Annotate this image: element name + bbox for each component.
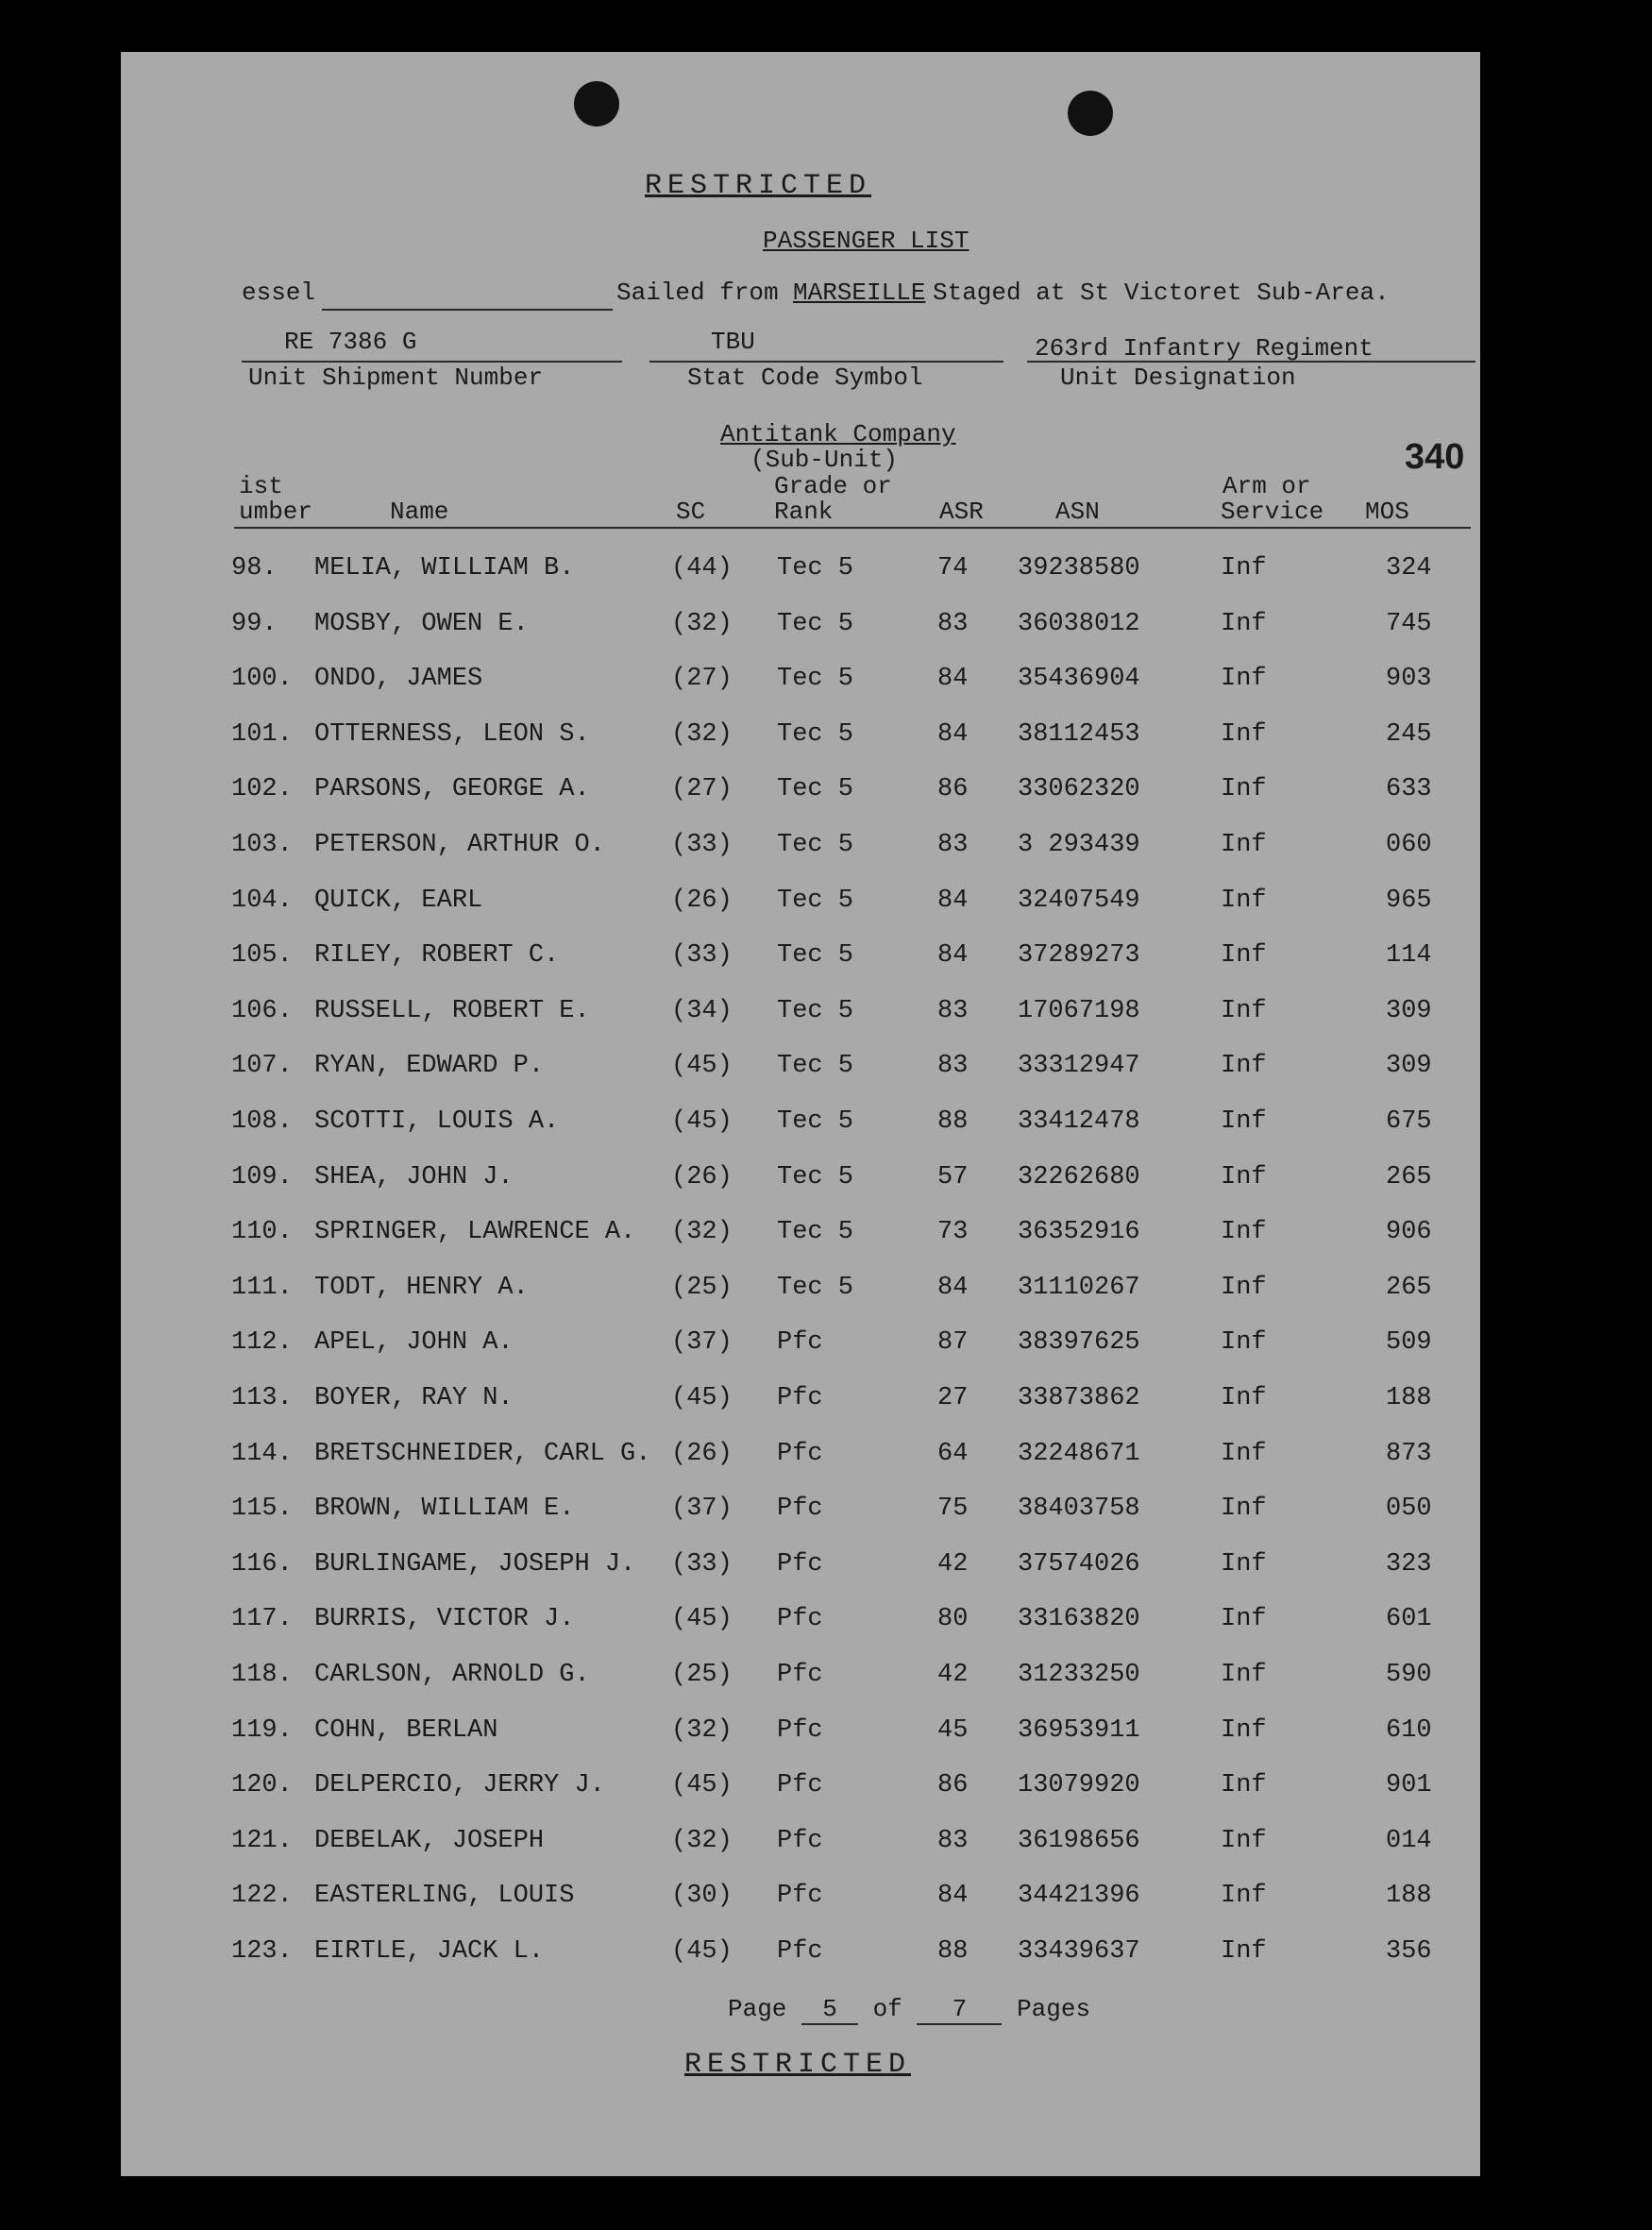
asr-value: 84 — [937, 1273, 969, 1302]
passenger-name: BOYER, RAY N. — [314, 1384, 514, 1412]
asn-value: 37289273 — [1018, 941, 1140, 971]
asr-value: 88 — [937, 1937, 969, 1966]
list-number: 105. — [231, 941, 293, 971]
arm-service: Inf — [1221, 1826, 1267, 1855]
grade-rank: Pfc — [777, 1715, 823, 1745]
sc-value: (32) — [671, 609, 733, 638]
grade-rank: Pfc — [777, 1937, 823, 1966]
mos-value: 745 — [1386, 609, 1432, 638]
sc-value: (32) — [671, 1715, 733, 1745]
table-row — [121, 1550, 1480, 1605]
mos-value: 014 — [1386, 1826, 1432, 1855]
table-row — [121, 1328, 1480, 1383]
asn-value: 32407549 — [1018, 886, 1140, 915]
vessel-line — [322, 309, 613, 311]
sc-value: (33) — [671, 831, 733, 859]
asn-value: 33312947 — [1018, 1052, 1140, 1081]
asr-value: 75 — [937, 1495, 969, 1524]
page-label: Page — [728, 1995, 787, 2023]
mos-value: 610 — [1386, 1715, 1432, 1745]
grade-rank: Tec 5 — [777, 609, 854, 638]
sc-value: (33) — [671, 941, 733, 971]
mos-value: 188 — [1386, 1384, 1432, 1412]
grade-rank: Pfc — [777, 1328, 823, 1358]
sc-value: (45) — [671, 1605, 733, 1634]
asn-value: 38403758 — [1018, 1495, 1140, 1524]
sub-unit-label: (Sub-Unit) — [750, 446, 899, 474]
page-value: 5 — [801, 1995, 858, 2025]
asr-value: 42 — [937, 1549, 969, 1579]
punch-hole-left — [574, 81, 619, 127]
arm-service: Inf — [1221, 775, 1267, 804]
grade-rank: Tec 5 — [777, 1273, 854, 1302]
sc-value: (45) — [671, 1107, 733, 1136]
mos-value: 265 — [1386, 1162, 1432, 1191]
mos-value: 050 — [1386, 1495, 1432, 1524]
arm-service: Inf — [1221, 719, 1267, 749]
list-number: 111. — [231, 1273, 293, 1302]
passenger-name: DELPERCIO, JERRY J. — [314, 1771, 605, 1800]
table-row — [121, 1827, 1480, 1882]
stat-line — [649, 361, 1003, 363]
table-row — [121, 1274, 1480, 1328]
list-number: 103. — [231, 831, 293, 859]
table-row — [121, 997, 1480, 1052]
mos-value: 590 — [1386, 1661, 1432, 1689]
asr-value: 83 — [937, 1826, 969, 1855]
unit-line — [1027, 361, 1475, 363]
asr-value: 83 — [937, 996, 969, 1025]
asn-value: 33062320 — [1018, 775, 1140, 804]
asr-value: 83 — [937, 609, 969, 638]
grade-rank: Pfc — [777, 1882, 823, 1911]
grade-rank: Tec 5 — [777, 1107, 854, 1136]
table-row — [121, 1440, 1480, 1495]
mos-value: 356 — [1386, 1937, 1432, 1966]
passenger-name: BRETSCHNEIDER, CARL G. — [314, 1439, 651, 1468]
asn-value: 32262680 — [1018, 1162, 1140, 1191]
grade-rank: Tec 5 — [777, 719, 854, 749]
table-row — [121, 1163, 1480, 1218]
asr-value: 84 — [937, 941, 969, 971]
col-asn: ASN — [1055, 498, 1100, 526]
mos-value: 060 — [1386, 831, 1432, 859]
asr-value: 88 — [937, 1107, 969, 1136]
mos-value: 114 — [1386, 941, 1432, 971]
passenger-name: RYAN, EDWARD P. — [314, 1052, 545, 1081]
col-asr: ASR — [939, 498, 984, 526]
asr-value: 86 — [937, 775, 969, 804]
sc-value: (32) — [671, 1826, 733, 1855]
sc-value: (32) — [671, 1218, 733, 1247]
mos-value: 901 — [1386, 1771, 1432, 1800]
asn-value: 32248671 — [1018, 1439, 1140, 1468]
grade-rank: Pfc — [777, 1605, 823, 1634]
table-row — [121, 610, 1480, 665]
arm-service: Inf — [1221, 1273, 1267, 1302]
passenger-name: COHN, BERLAN — [314, 1715, 498, 1745]
asn-value: 33439637 — [1018, 1937, 1140, 1966]
asn-value: 13079920 — [1018, 1771, 1140, 1800]
asn-value: 38112453 — [1018, 719, 1140, 749]
asn-value: 36352916 — [1018, 1218, 1140, 1247]
sc-value: (34) — [671, 996, 733, 1025]
asn-value: 31110267 — [1018, 1273, 1140, 1302]
document-page — [121, 52, 1480, 2176]
asr-value: 84 — [937, 665, 969, 694]
passenger-name: APEL, JOHN A. — [314, 1328, 514, 1358]
sc-value: (25) — [671, 1273, 733, 1302]
list-number: 113. — [231, 1384, 293, 1412]
sub-unit: Antitank Company — [720, 420, 956, 448]
restricted-header: RESTRICTED — [645, 170, 872, 202]
table-row — [121, 1716, 1480, 1771]
passenger-name: MOSBY, OWEN E. — [314, 609, 529, 638]
table-row — [121, 1882, 1480, 1936]
table-row — [121, 1052, 1480, 1107]
page-total: 7 — [917, 1995, 1002, 2025]
passenger-name: EIRTLE, JACK L. — [314, 1937, 545, 1966]
arm-service: Inf — [1221, 1661, 1267, 1689]
restricted-footer: RESTRICTED — [684, 2049, 912, 2081]
asn-value: 36198656 — [1018, 1826, 1140, 1855]
asr-value: 87 — [937, 1328, 969, 1358]
asr-value: 64 — [937, 1439, 969, 1468]
pages-label: Pages — [1017, 1995, 1091, 2023]
grade-rank: Tec 5 — [777, 886, 854, 915]
arm-service: Inf — [1221, 1052, 1267, 1081]
arm-service: Inf — [1221, 886, 1267, 915]
list-number: 121. — [231, 1826, 293, 1855]
table-row — [121, 1605, 1480, 1660]
shipment-line — [242, 361, 622, 363]
arm-service: Inf — [1221, 1328, 1267, 1358]
table-row — [121, 775, 1480, 830]
col-mos: MOS — [1365, 498, 1409, 526]
list-number: 114. — [231, 1439, 293, 1468]
sc-value: (25) — [671, 1661, 733, 1689]
list-number: 122. — [231, 1882, 293, 1911]
asr-value: 84 — [937, 1882, 969, 1911]
asn-value: 17067198 — [1018, 996, 1140, 1025]
asr-value: 80 — [937, 1605, 969, 1634]
table-row — [121, 1384, 1480, 1439]
grade-rank: Pfc — [777, 1439, 823, 1468]
asn-value: 33163820 — [1018, 1605, 1140, 1634]
asr-value: 73 — [937, 1218, 969, 1247]
asr-value: 84 — [937, 886, 969, 915]
grade-rank: Tec 5 — [777, 665, 854, 694]
list-number: 106. — [231, 996, 293, 1025]
arm-service: Inf — [1221, 1771, 1267, 1800]
sc-value: (26) — [671, 1439, 733, 1468]
table-row — [121, 1771, 1480, 1826]
passenger-name: RILEY, ROBERT C. — [314, 941, 560, 971]
mos-value: 324 — [1386, 554, 1432, 583]
asn-value: 33412478 — [1018, 1107, 1140, 1136]
table-row — [121, 554, 1480, 609]
list-number: 117. — [231, 1605, 293, 1634]
table-row — [121, 1495, 1480, 1549]
asn-value: 31233250 — [1018, 1661, 1140, 1689]
grade-rank: Pfc — [777, 1661, 823, 1689]
unit-designation: 263rd Infantry Regiment — [1035, 334, 1374, 363]
sc-value: (45) — [671, 1384, 733, 1412]
mos-value: 309 — [1386, 996, 1432, 1025]
col-name: Name — [390, 498, 449, 526]
arm-service: Inf — [1221, 665, 1267, 694]
table-row — [121, 1218, 1480, 1273]
grade-rank: Tec 5 — [777, 775, 854, 804]
table-row — [121, 831, 1480, 886]
arm-service: Inf — [1221, 1384, 1267, 1412]
grade-rank: Pfc — [777, 1826, 823, 1855]
passenger-name: CARLSON, ARNOLD G. — [314, 1661, 590, 1689]
col-grade-bottom: Rank — [774, 498, 834, 526]
list-number: 123. — [231, 1937, 293, 1966]
passenger-name: PARSONS, GEORGE A. — [314, 775, 590, 804]
stat-label: Stat Code Symbol — [687, 363, 923, 392]
sc-value: (37) — [671, 1495, 733, 1524]
mos-value: 509 — [1386, 1328, 1432, 1358]
sc-value: (45) — [671, 1771, 733, 1800]
mos-value: 903 — [1386, 665, 1432, 694]
mos-value: 873 — [1386, 1439, 1432, 1468]
list-number: 115. — [231, 1495, 293, 1524]
table-row — [121, 1937, 1480, 1992]
asn-value: 36953911 — [1018, 1715, 1140, 1745]
sc-value: (30) — [671, 1882, 733, 1911]
mos-value: 265 — [1386, 1273, 1432, 1302]
passenger-name: EASTERLING, LOUIS — [314, 1882, 575, 1911]
col-arm-bottom: Service — [1221, 498, 1324, 526]
table-row — [121, 665, 1480, 719]
passenger-name: OTTERNESS, LEON S. — [314, 719, 590, 749]
col-sc: SC — [676, 498, 706, 526]
asr-value: 74 — [937, 554, 969, 583]
shipment-number: RE 7386 G — [284, 328, 417, 356]
passenger-name: DEBELAK, JOSEPH — [314, 1826, 545, 1855]
asn-value: 39238580 — [1018, 554, 1140, 583]
arm-service: Inf — [1221, 831, 1267, 859]
passenger-name: TODT, HENRY A. — [314, 1273, 529, 1302]
list-number: 120. — [231, 1771, 293, 1800]
asn-value: 38397625 — [1018, 1328, 1140, 1358]
grade-rank: Tec 5 — [777, 831, 854, 859]
unit-label: Unit Designation — [1060, 363, 1296, 392]
grade-rank: Pfc — [777, 1495, 823, 1524]
list-title: PASSENGER LIST — [763, 227, 969, 255]
list-number: 109. — [231, 1162, 293, 1191]
arm-service: Inf — [1221, 1495, 1267, 1524]
sc-value: (27) — [671, 665, 733, 694]
passenger-name: RUSSELL, ROBERT E. — [314, 996, 590, 1025]
asn-value: 34421396 — [1018, 1882, 1140, 1911]
arm-service: Inf — [1221, 554, 1267, 583]
passenger-name: SHEA, JOHN J. — [314, 1162, 514, 1191]
list-number: 108. — [231, 1107, 293, 1136]
grade-rank: Tec 5 — [777, 1162, 854, 1191]
list-number: 99. — [231, 609, 278, 638]
passenger-name: PETERSON, ARTHUR O. — [314, 831, 605, 859]
shipment-label: Unit Shipment Number — [248, 363, 544, 392]
list-number: 116. — [231, 1549, 293, 1579]
asr-value: 27 — [937, 1384, 969, 1412]
arm-service: Inf — [1221, 1937, 1267, 1966]
vessel-label: essel — [242, 279, 316, 307]
col-arm-top: Arm or — [1222, 472, 1311, 500]
sc-value: (33) — [671, 1549, 733, 1579]
sc-value: (32) — [671, 719, 733, 749]
grade-rank: Pfc — [777, 1771, 823, 1800]
arm-service: Inf — [1221, 1439, 1267, 1468]
list-number: 119. — [231, 1715, 293, 1745]
passenger-name: SCOTTI, LOUIS A. — [314, 1107, 560, 1136]
mos-value: 188 — [1386, 1882, 1432, 1911]
asn-value: 35436904 — [1018, 665, 1140, 694]
table-row — [121, 1107, 1480, 1162]
mos-value: 323 — [1386, 1549, 1432, 1579]
page-footer — [728, 1995, 1090, 2025]
header-rule — [234, 527, 1471, 529]
sc-value: (37) — [671, 1328, 733, 1358]
grade-rank: Pfc — [777, 1384, 823, 1412]
arm-service: Inf — [1221, 1218, 1267, 1247]
arm-service: Inf — [1221, 1162, 1267, 1191]
sc-value: (45) — [671, 1052, 733, 1081]
passenger-name: BROWN, WILLIAM E. — [314, 1495, 575, 1524]
passenger-name: MELIA, WILLIAM B. — [314, 554, 575, 583]
list-number: 107. — [231, 1052, 293, 1081]
passenger-name: BURRIS, VICTOR J. — [314, 1605, 575, 1634]
mos-value: 309 — [1386, 1052, 1432, 1081]
arm-service: Inf — [1221, 996, 1267, 1025]
grade-rank: Tec 5 — [777, 941, 854, 971]
passenger-name: BURLINGAME, JOSEPH J. — [314, 1549, 636, 1579]
sc-value: (26) — [671, 1162, 733, 1191]
page-of: of — [872, 1995, 902, 2023]
mos-value: 601 — [1386, 1605, 1432, 1634]
mos-value: 906 — [1386, 1218, 1432, 1247]
asr-value: 45 — [937, 1715, 969, 1745]
asr-value: 57 — [937, 1162, 969, 1191]
passenger-name: QUICK, EARL — [314, 886, 483, 915]
grade-rank: Tec 5 — [777, 996, 854, 1025]
asr-value: 86 — [937, 1771, 969, 1800]
table-row — [121, 720, 1480, 775]
grade-rank: Tec 5 — [777, 1218, 854, 1247]
list-number: 112. — [231, 1328, 293, 1358]
list-number: 102. — [231, 775, 293, 804]
arm-service: Inf — [1221, 1549, 1267, 1579]
list-number: 100. — [231, 665, 293, 694]
arm-service: Inf — [1221, 1882, 1267, 1911]
staged-text: Staged at St Victoret Sub-Area. — [933, 279, 1390, 307]
asn-value: 37574026 — [1018, 1549, 1140, 1579]
table-row — [121, 941, 1480, 996]
col-list-number-top: ist — [239, 472, 283, 500]
grade-rank: Tec 5 — [777, 1052, 854, 1081]
list-number: 104. — [231, 886, 293, 915]
arm-service: Inf — [1221, 609, 1267, 638]
col-list-number-bottom: umber — [239, 498, 313, 526]
asr-value: 42 — [937, 1661, 969, 1689]
punch-hole-right — [1068, 91, 1113, 136]
passenger-name: SPRINGER, LAWRENCE A. — [314, 1218, 636, 1247]
page-stamp: 340 — [1405, 437, 1465, 477]
mos-value: 633 — [1386, 775, 1432, 804]
list-number: 118. — [231, 1661, 293, 1689]
asr-value: 84 — [937, 719, 969, 749]
arm-service: Inf — [1221, 1605, 1267, 1634]
sailed-from-label: Sailed from — [616, 279, 779, 307]
sc-value: (45) — [671, 1937, 733, 1966]
sc-value: (26) — [671, 886, 733, 915]
asn-value: 36038012 — [1018, 609, 1140, 638]
list-number: 110. — [231, 1218, 293, 1247]
col-grade-top: Grade or — [774, 472, 892, 500]
list-number: 101. — [231, 719, 293, 749]
asr-value: 83 — [937, 831, 969, 859]
grade-rank: Tec 5 — [777, 554, 854, 583]
table-row — [121, 1661, 1480, 1715]
passenger-name: ONDO, JAMES — [314, 665, 483, 694]
stat-code: TBU — [711, 328, 755, 356]
sc-value: (44) — [671, 554, 733, 583]
grade-rank: Pfc — [777, 1549, 823, 1579]
asn-value: 3 293439 — [1018, 831, 1140, 859]
mos-value: 245 — [1386, 719, 1432, 749]
arm-service: Inf — [1221, 1107, 1267, 1136]
sc-value: (27) — [671, 775, 733, 804]
arm-service: Inf — [1221, 1715, 1267, 1745]
mos-value: 675 — [1386, 1107, 1432, 1136]
asr-value: 83 — [937, 1052, 969, 1081]
sailed-from-value: MARSEILLE — [793, 279, 926, 307]
arm-service: Inf — [1221, 941, 1267, 971]
mos-value: 965 — [1386, 886, 1432, 915]
asn-value: 33873862 — [1018, 1384, 1140, 1412]
table-row — [121, 887, 1480, 941]
list-number: 98. — [231, 554, 278, 583]
